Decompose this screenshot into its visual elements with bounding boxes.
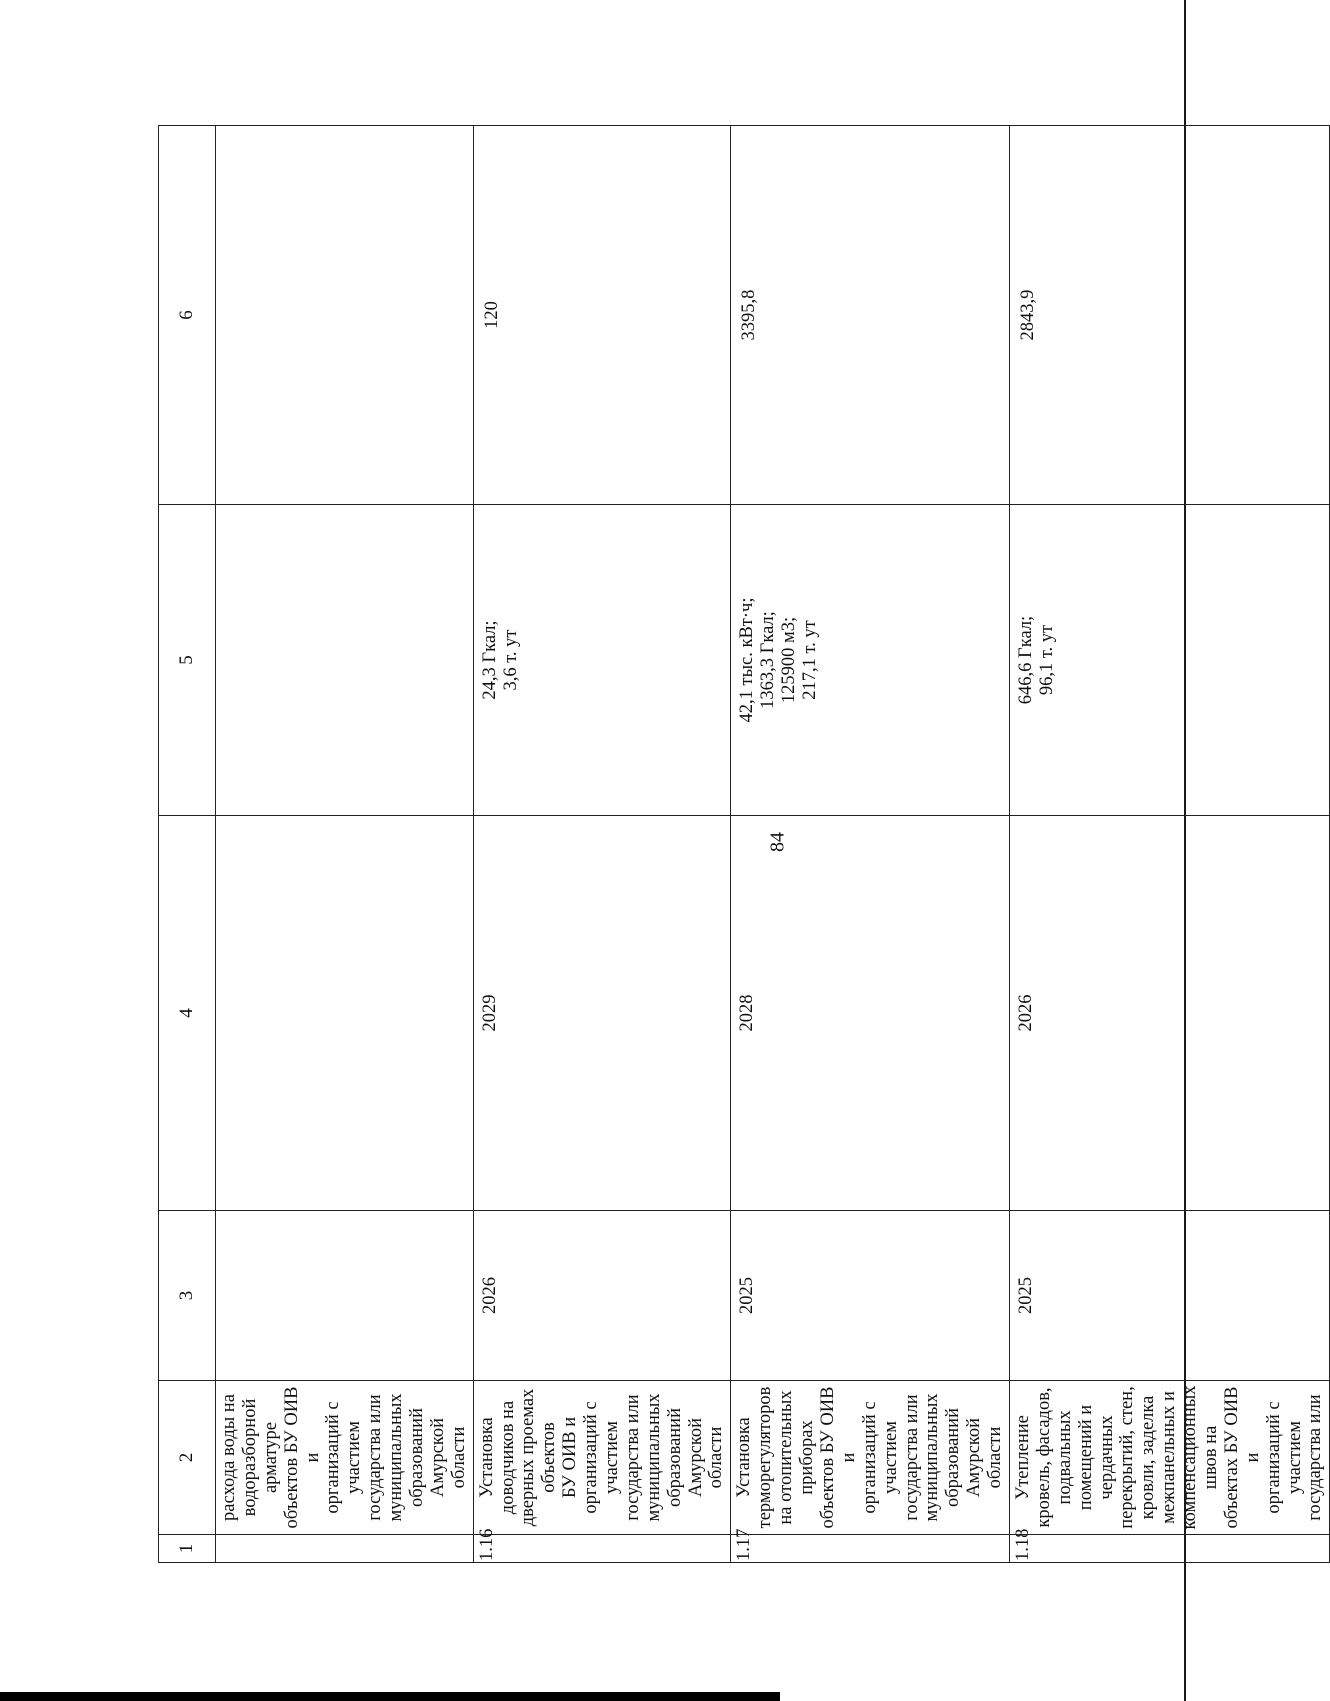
table-row [473, 126, 731, 1563]
cost-cell: 3395,8 [731, 126, 1010, 505]
description-cell-line: государства или [901, 1394, 922, 1521]
description-cell-line: объектах БУ ОИВ и [1221, 1386, 1263, 1529]
effect-cell [1009, 505, 1329, 816]
description-cell-line: межпанельных и [1159, 1391, 1180, 1524]
description-cell-line: организаций с участием [859, 1401, 901, 1514]
column-header: 6 [159, 126, 216, 505]
description-cell [216, 1381, 474, 1535]
row-number-cell: 1.16 [473, 1535, 731, 1563]
description-cell [1009, 1381, 1329, 1535]
start-year-cell: 2025 [1009, 1211, 1329, 1381]
start-year-cell: 2026 [473, 1211, 731, 1381]
description-cell-line: организаций с участием [1263, 1401, 1305, 1514]
data-table [158, 125, 1330, 1563]
table-header-row [159, 126, 216, 1563]
column-header: 5 [159, 505, 216, 816]
effect-cell-line: 96,1 т. ут [1036, 624, 1057, 696]
end-year-cell: 2026 [1009, 816, 1329, 1211]
start-year-cell: 2025 [731, 1211, 1010, 1381]
description-cell-line: кровли, заделка [1138, 1395, 1159, 1520]
end-year-cell: 2028 [731, 816, 1010, 1211]
effect-cell-line: 3,6 т. ут [500, 629, 521, 691]
description-cell-line: государства или [365, 1394, 386, 1521]
column-header: 4 [159, 816, 216, 1211]
cost-cell: 2843,9 [1009, 126, 1329, 505]
table-row [1009, 126, 1329, 1563]
row-number-cell: 1.17 [731, 1535, 1010, 1563]
effect-cell-line: 1363,3 Гкал; [758, 611, 779, 709]
effect-cell-line: 646,6 Гкал; [1015, 615, 1036, 705]
description-cell [473, 1381, 731, 1535]
cost-cell [216, 126, 474, 505]
description-cell-line: Амурской области [964, 1418, 1006, 1497]
description-cell-line: Утепление кровель, фасадов, [1012, 1387, 1054, 1528]
effect-cell-line: 217,1 т. ут [800, 620, 821, 700]
description-cell-line: Установка доводчиков на [476, 1400, 518, 1515]
description-cell-line: объектов БУ ОИВ и [817, 1386, 859, 1529]
description-cell-line: объектов БУ ОИВ и [281, 1386, 323, 1529]
column-header: 1 [159, 1535, 216, 1563]
effect-cell [473, 505, 731, 816]
effect-cell-line: 125900 м3; [779, 616, 800, 704]
start-year-cell [216, 1211, 474, 1381]
description-cell [731, 1381, 1010, 1535]
end-year-cell [216, 816, 474, 1211]
description-cell-line: муниципальных образований [386, 1393, 428, 1522]
effect-cell-line: 24,3 Гкал; [479, 620, 500, 700]
column-header: 3 [159, 1211, 216, 1381]
description-cell-line: муниципальных образований [643, 1393, 685, 1522]
table-row [216, 126, 474, 1563]
effect-cell [216, 505, 474, 816]
description-cell-line: Амурской области [685, 1418, 727, 1497]
table-row [731, 126, 1010, 1563]
description-cell-line: расхода воды на [219, 1394, 239, 1521]
description-cell-line: компенсационных швов на [1180, 1385, 1221, 1530]
effect-cell-line: 42,1 тыс. кВт·ч; [737, 597, 758, 723]
description-cell-line: участием государства или [602, 1394, 643, 1521]
description-cell-line: Амурской области [427, 1418, 469, 1497]
row-number-cell: 1.18 [1009, 1535, 1329, 1563]
rotated-table-wrapper [158, 126, 1326, 1563]
page-number: 84 [766, 832, 789, 852]
description-cell-line: Установка терморегуляторов [734, 1386, 776, 1529]
description-cell-line: дверных проемах объектов [518, 1388, 560, 1527]
description-cell-line: чердачных перекрытий, стен, [1096, 1386, 1138, 1529]
description-cell-line: водоразборной арматуре [239, 1398, 281, 1517]
scan-border-bottom [0, 1692, 780, 1701]
effect-cell [731, 505, 1010, 816]
description-cell-line: БУ ОИВ и организаций с [560, 1401, 602, 1514]
description-cell-line: государства или [1305, 1394, 1326, 1521]
cost-cell: 120 [473, 126, 731, 505]
description-cell-line: на отопительных приборах [776, 1390, 818, 1525]
description-cell-line: муниципальных образований [922, 1393, 964, 1522]
description-cell-line: подвальных помещений и [1054, 1404, 1096, 1511]
end-year-cell: 2029 [473, 816, 731, 1211]
table-body [216, 126, 1330, 1563]
row-number-cell [216, 1535, 474, 1563]
column-header: 2 [159, 1381, 216, 1535]
description-cell-line: организаций с участием [323, 1401, 365, 1514]
